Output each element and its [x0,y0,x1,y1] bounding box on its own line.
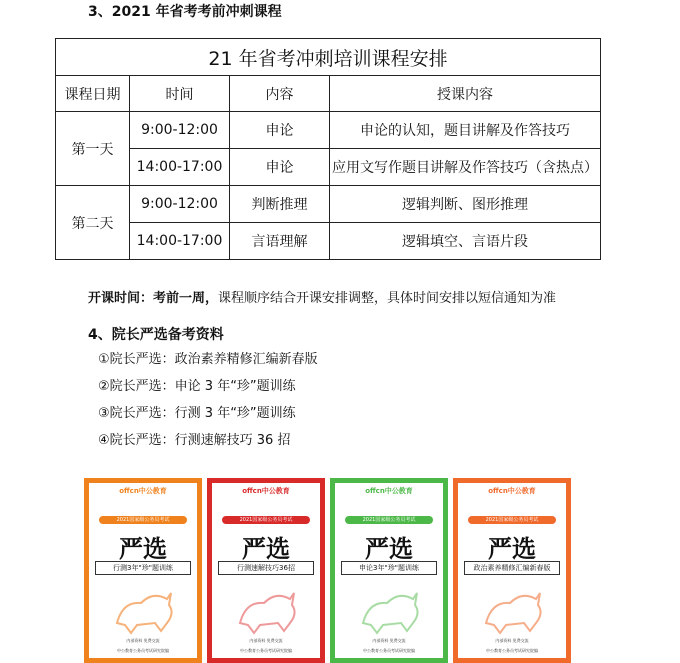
content-cell: 申论 [230,112,330,149]
time-cell: 9:00-12:00 [130,112,230,149]
detail-cell: 逻辑判断、图形推理 [330,186,601,223]
content-cell: 言语理解 [230,223,330,260]
table-row [56,223,601,260]
ox-illustration-icon [109,583,179,638]
book-cover [84,478,202,663]
book-footer-1: 内部资料 免费交流 [126,638,160,643]
series-band: 2021国家级公务员考试 [99,516,187,524]
book-title: 严选 [365,534,413,563]
book-title: 严选 [488,534,536,563]
time-cell: 14:00-17:00 [130,149,230,186]
book-subtitle: 申论3年"珍"题训练 [341,561,437,575]
book-cover [207,478,325,663]
series-band: 2021国家级公务员考试 [222,516,310,524]
content-cell: 申论 [230,149,330,186]
schedule-note [88,287,556,306]
table-caption: 21 年省考冲刺培训课程安排 [56,39,601,76]
book-footer-2: 中公教育公务员考试研究院编 [240,648,292,653]
ox-illustration-icon [478,583,548,638]
series-band: 2021国家级公务员考试 [468,516,556,524]
book-cover [330,478,448,663]
table-row [56,186,601,223]
detail-cell: 应用文写作题目讲解及作答技巧（含热点） [330,149,601,186]
series-band: 2021国家级公务员考试 [345,516,433,524]
ox-illustration-icon [232,583,302,638]
list-item: ④院长严选：行测速解技巧 36 招 [98,433,291,448]
header-date: 课程日期 [56,76,130,112]
section-3-title: 3、2021 年省考考前冲刺课程 [88,4,282,20]
detail-cell: 逻辑填空、言语片段 [330,223,601,260]
brand-logo: offcn中公教育 [242,487,290,495]
brand-logo: offcn中公教育 [119,487,167,495]
book-footer-1: 内部资料 免费交流 [249,638,283,643]
table-row [56,149,601,186]
table-row [56,112,601,149]
section-4-title: 4、院长严选备考资料 [88,327,224,343]
materials-list [98,346,318,454]
time-cell: 9:00-12:00 [130,186,230,223]
book-footer-2: 中公教育公务员考试研究院编 [117,648,169,653]
note-text: 课程顺序结合开课安排调整，具体时间安排以短信通知为准 [218,291,557,306]
schedule-table [55,38,601,260]
detail-cell: 申论的认知，题目讲解及作答技巧 [330,112,601,149]
header-content: 内容 [230,76,330,112]
book-footer-1: 内部资料 免费交流 [495,638,529,643]
day-cell: 第二天 [56,186,130,260]
brand-logo: offcn中公教育 [488,487,536,495]
book-subtitle: 行测速解技巧36招 [218,561,314,575]
ox-illustration-icon [355,583,425,638]
list-item: ②院长严选：申论 3 年“珍”题训练 [98,379,296,394]
book-footer-1: 内部资料 免费交流 [372,638,406,643]
book-footer-2: 中公教育公务员考试研究院编 [363,648,415,653]
day-cell: 第一天 [56,112,130,186]
list-item: ③院长严选：行测 3 年“珍”题训练 [98,406,296,421]
book-cover [453,478,571,663]
header-time: 时间 [130,76,230,112]
brand-logo: offcn中公教育 [365,487,413,495]
book-title: 严选 [119,534,167,563]
book-subtitle: 行测3年"珍"题训练 [95,561,191,575]
header-detail: 授课内容 [330,76,601,112]
time-cell: 14:00-17:00 [130,223,230,260]
content-cell: 判断推理 [230,186,330,223]
list-item: ①院长严选：政治素养精修汇编新春版 [98,352,318,367]
book-footer-2: 中公教育公务员考试研究院编 [486,648,538,653]
note-label: 开课时间：考前一周， [88,291,219,306]
book-title: 严选 [242,534,290,563]
book-subtitle: 政治素养精修汇编新春版 [464,561,560,575]
